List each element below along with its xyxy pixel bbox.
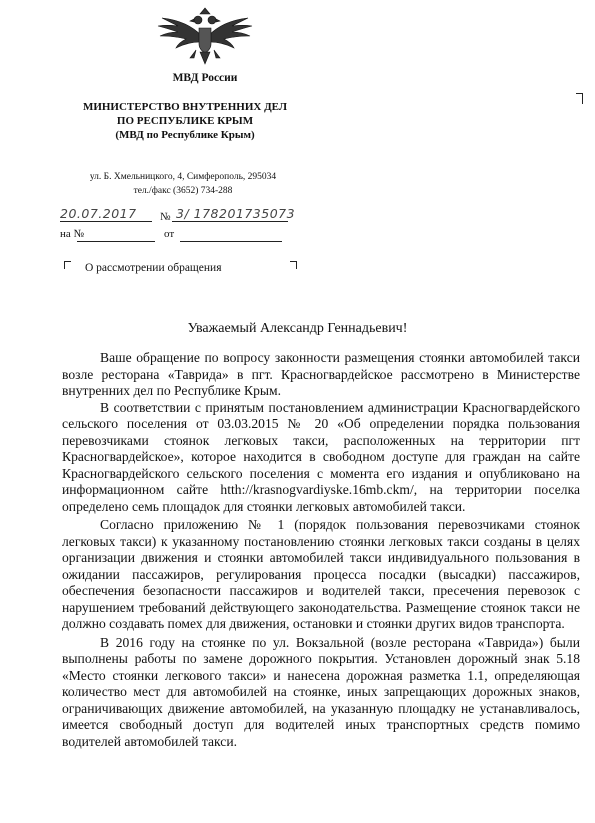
letter-body	[62, 350, 580, 750]
phone-fax: тел./факс (3652) 734-288	[133, 186, 233, 196]
addressee-corner-mark	[576, 93, 583, 104]
subject-bracket-right	[290, 261, 297, 269]
body-paragraph: В 2016 году на стоянке по ул. Вокзальной (возле ресторана «Таврида») были выполнены работы по замене дорожного покрытия. Установлен дорожный знак 5.18 «Место стоянки легкового такси» и нанесена дорожная разметка 1.1, определяющая количество мест для автомобилей на стоянке, иных запрещающих дорожных знаков, ограничивающих движение автомобилей, на указанную площадку не устанавливалось, имеется свободный доступ для водителей иных транспортных средств помимо водителей автомобилей такси.	[62, 634, 580, 749]
registration-number-label: №	[160, 211, 171, 223]
registration-number: 3/ 178201735073	[176, 206, 296, 221]
ministry-name-line-1: МИНИСТЕРСТВО ВНУТРЕННИХ ДЕЛ	[82, 101, 288, 113]
subject-bracket-left	[64, 261, 71, 269]
registration-date-underline	[60, 221, 152, 222]
address-block	[58, 170, 308, 198]
reference-number-underline	[77, 241, 155, 242]
postal-address: ул. Б. Хмельницкого, 4, Симферополь, 295034	[89, 172, 277, 182]
body-paragraph: Ваше обращение по вопросу законности размещения стоянки автомобилей такси возле ресторана «Таврида» в пгт. Красногвардейское рассмотрено в Министерстве внутренних дел по Республике Крым.	[62, 350, 580, 398]
agency-short-name: МВД России	[172, 72, 238, 84]
registration-date: 20.07.2017	[60, 206, 137, 221]
double-headed-eagle-emblem	[152, 6, 258, 68]
reference-number-label: на №	[60, 228, 85, 240]
ministry-name-block	[50, 100, 320, 142]
body-paragraph: Согласно приложению № 1 (порядок пользования перевозчиками стоянок легковых такси) к указанному постановлению стоянки легковых такси созданы в целях организации движения и стоянки автомобилей такси индивидуального пользования в ожидании пассажиров, регулирования процесса посадки (высадки) пассажиров, обеспечения безопасности пассажиров и водителей такси, пресечения перевозок с нарушением требований действующего законодательства. Размещение стоянок такси не должно создавать помех для движения, остановки и стоянки других видов транспорта.	[62, 517, 580, 631]
salutation: Уважаемый Александр Геннадьевич!	[187, 321, 408, 336]
ministry-name-line-2: ПО РЕСПУБЛИКЕ КРЫМ	[116, 115, 254, 127]
ministry-abbreviation: (МВД по Республике Крым)	[115, 129, 255, 141]
reference-date-underline	[180, 241, 282, 242]
reference-date-label: от	[164, 228, 175, 240]
body-paragraph: В соответствии с принятым постановлением администрации Красногвардейского сельского поселения от 03.03.2015 № 20 «Об определении порядка пользования перевозчиками стоянок легковых такси, расположенных на территории пгт Красногвардейское», которое находится в свободном доступе для граждан на сайте Красногвардейского сельского поселения с момента его издания и опубликовано на информационном сайте htth://krasnogvardiyske.16mb.ckm/, на территории поселка определено семь площадок для стоянки легковых автомобилей такси.	[62, 399, 580, 514]
letter-subject: О рассмотрении обращения	[85, 262, 222, 274]
registration-number-underline	[172, 221, 288, 222]
